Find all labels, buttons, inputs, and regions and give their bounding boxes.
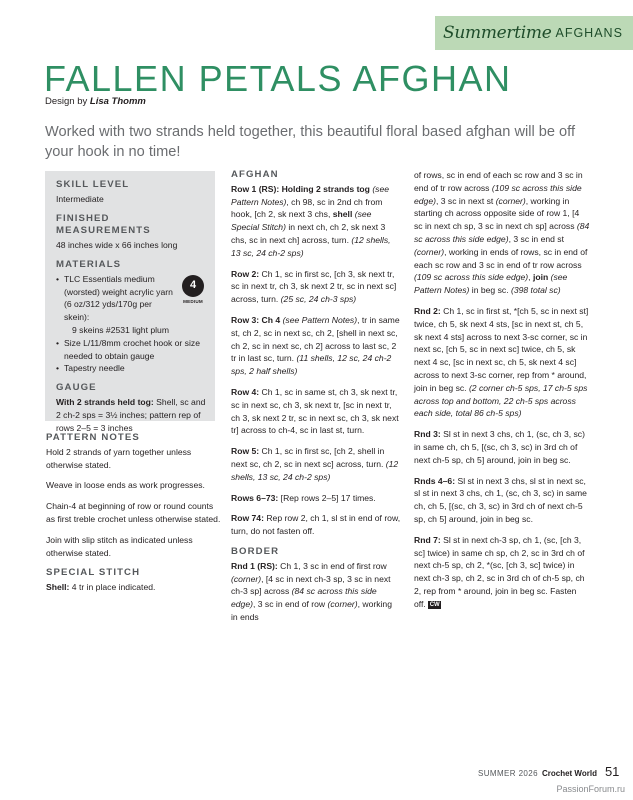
border-round-1-continued: of rows, sc in end of each sc row and 3 sc in end of tr row across (109 sc across this side edge), 3 sc in next st (corner), working in starting ch across opposite side of row 1, [4 sc in next ch sp, 3 sc in next ch sp] across (84 sc across this side edge), 3 sc in end st (corner), working in ends of rows, sc in end of each sc row and 3 sc in end of tr row across (109 sc across this side edge), join (see Pattern Notes) in beg sc. (398 total sc) bbox=[414, 170, 590, 296]
skill-heading: SKILL LEVEL bbox=[56, 179, 130, 190]
border-rounds-4-6: Rnds 4–6: Sl st in next 3 chs, sl st in next sc, sl st in next 3 chs, ch 1, (sc, ch 3, sc) in same ch, ch 5, [(sc, ch 3, sc) in 3rd ch of next ch-5 sp, ch 5] around, join in beg sc. bbox=[414, 475, 587, 524]
page-title: FALLEN PETALS AFGHAN bbox=[44, 58, 512, 99]
instruction-row-1: Row 1 (RS): Holding 2 strands tog (see Pattern Notes), ch 98, sc in 2nd ch from hook, [ch 2, sk next 3 chs, shell (see Special Stitch) in next ch, ch 2, sk next 3 chs, sc in next ch] across, turn. (12 shells, 13 sc, 24 ch-2 sps) bbox=[231, 183, 391, 258]
left-column bbox=[46, 432, 221, 602]
footer-magazine: Crochet World bbox=[541, 769, 597, 778]
section-label: AFGHANS bbox=[555, 26, 623, 40]
section-script-word: Summertime bbox=[443, 23, 552, 43]
materials-item: • Size L/11/8mm crochet hook or size needed to obtain gauge bbox=[56, 337, 206, 363]
footer-issue: SUMMER 2026 bbox=[478, 769, 538, 778]
measurements-heading: FINISHED MEASUREMENTS bbox=[56, 212, 151, 237]
gauge-heading: GAUGE bbox=[56, 382, 97, 394]
page-footer bbox=[478, 764, 619, 779]
intro-text: Worked with two strands held together, this beautiful floral based afghan will be off your hook in no time! bbox=[45, 124, 576, 160]
border-round-1-continued-text: of rows, sc in end of each sc row and 3 sc in end of tr row across bbox=[414, 170, 583, 193]
gauge-text: With 2 strands held tog: Shell, sc and 2 ch-2 sps = 3½ inches; pattern rep of rows 2–5 = 3 inches bbox=[56, 396, 206, 433]
pattern-notes-heading: PATTERN NOTES bbox=[46, 432, 140, 443]
materials-heading: MATERIALS bbox=[56, 258, 122, 270]
border-heading: BORDER bbox=[231, 545, 280, 557]
materials-item: • Tapestry needle bbox=[56, 362, 206, 375]
info-box bbox=[45, 171, 215, 433]
instruction-row-4: Row 4: Ch 1, sc in same st, ch 3, sk next tr, sc in next sc, ch 3, sk next tr, [sc in next tr, ch 3, sk next 2 tr, sc in next sc, ch 3, sk next tr] across to ch-4, sc in last st, turn. bbox=[231, 386, 399, 436]
pattern-note: Join with slip stitch as indicated unless otherwise stated. bbox=[46, 534, 193, 558]
materials-item bbox=[56, 273, 206, 324]
yarn-weight-number: 4 bbox=[182, 275, 204, 297]
instruction-row-74: Row 74: Rep row 2, ch 1, sl st in end of row, turn, do not fasten off. bbox=[231, 513, 401, 537]
measurements-value: 48 inches wide x 66 inches long bbox=[56, 240, 178, 251]
instruction-row-5: Row 5: Ch 1, sc in first sc, [ch 2, shell in next sc, ch 2, sc in next sc] across, turn. (12 shells, 13 sc, 24 ch-2 sps) bbox=[231, 446, 399, 482]
middle-column bbox=[231, 169, 401, 632]
border-round-1: Rnd 1 (RS): Ch 1, 3 sc in end of first row (corner), [4 sc in next ch-3 sp, 3 sc in next ch-3 sp] across (84 sc across this side edge), 3 sc in end of row (corner), working in ends bbox=[231, 560, 392, 622]
section-tag bbox=[435, 16, 633, 50]
pattern-note: Weave in loose ends as work progresses. bbox=[46, 480, 205, 491]
special-stitch-text: Shell: 4 tr in place indicated. bbox=[46, 582, 156, 593]
materials-yarn: • TLC Essentials medium (worsted) weight acrylic yarn (6 oz/312 yds/170g per skein): bbox=[64, 273, 173, 323]
end-of-pattern-icon: CW bbox=[429, 601, 440, 608]
pattern-note: Chain-4 at beginning of row or round counts as first treble crochet unless otherwise stated. bbox=[46, 501, 221, 524]
designer-name: Lisa Thomm bbox=[89, 96, 146, 107]
instruction-row-3: Row 3: Ch 4 (see Pattern Notes), tr in same st, ch 2, sc in next sc, ch 2, [shell in next sc, ch 2, sc in next sc, ch 2] across to last sc, 2 tr in last sc, turn. (11 shells, 12 sc, 24 ch-2 sps, 2 half shells) bbox=[231, 314, 400, 377]
watermark: PassionForum.ru bbox=[556, 784, 625, 794]
byline bbox=[45, 96, 146, 107]
afghan-heading: AFGHAN bbox=[231, 169, 279, 180]
border-round-7: Rnd 7: Sl st in next ch-3 sp, ch 1, (sc, [ch 3, sc] twice) in same ch sp, ch 2, sc in 3rd ch of next ch-5 sp, ch 2, *(sc, [ch 3, sc] twice) in next ch-3 sp, ch 2, sc in 3rd ch of ch-5 sp, ch 2, rep from * around, join in beg sc. Fasten off. CW bbox=[414, 534, 585, 609]
materials-item: 9 skeins #2531 light plum bbox=[72, 324, 169, 335]
special-stitch-heading: SPECIAL STITCH bbox=[46, 567, 141, 579]
border-round-2: Rnd 2: Ch 1, sc in first st, *[ch 5, sc in next st] twice, ch 5, sk next 4 sts, [sc in next st, ch 5, sk next 4 sts] across to next 3-sc corner, sc in next sc, [ch 5, sc in next sc] twice, ch 5, sk next 4 sc, [sc in next sc, ch 5, sk next 4 sc] across to next 3-sc corner, rep from * around, join in beg sc. (2 corner ch-5 sps, 17 ch-5 sps across top and bottom, 22 ch-5 sps across each side, total 86 ch-5 sps) bbox=[414, 305, 589, 419]
page-number: 51 bbox=[604, 764, 620, 779]
instruction-rows-6-73: Rows 6–73: [Rep rows 2–5] 17 times. bbox=[231, 492, 376, 503]
yarn-weight-icon bbox=[180, 275, 206, 304]
right-column bbox=[414, 169, 590, 619]
pattern-note: Hold 2 strands of yarn together unless otherwise stated. bbox=[46, 446, 192, 470]
border-round-3: Rnd 3: Sl st in next 3 chs, ch 1, (sc, ch 3, sc) in same ch, ch 5, [(sc, ch 3, sc) in 3rd ch of next ch-5 sp, ch 5] around, join in beg sc. bbox=[414, 429, 585, 465]
skill-value: Intermediate bbox=[56, 193, 104, 204]
yarn-weight-label: MEDIUM bbox=[183, 298, 203, 304]
byline-prefix: Design by bbox=[45, 96, 90, 107]
materials-list bbox=[56, 273, 206, 375]
instruction-row-2: Row 2: Ch 1, sc in first sc, [ch 3, sk next tr, sc in next tr, ch 3, sk next 2 tr, sc in next sc] across, turn. (25 sc, 24 ch-3 sps) bbox=[231, 268, 397, 305]
